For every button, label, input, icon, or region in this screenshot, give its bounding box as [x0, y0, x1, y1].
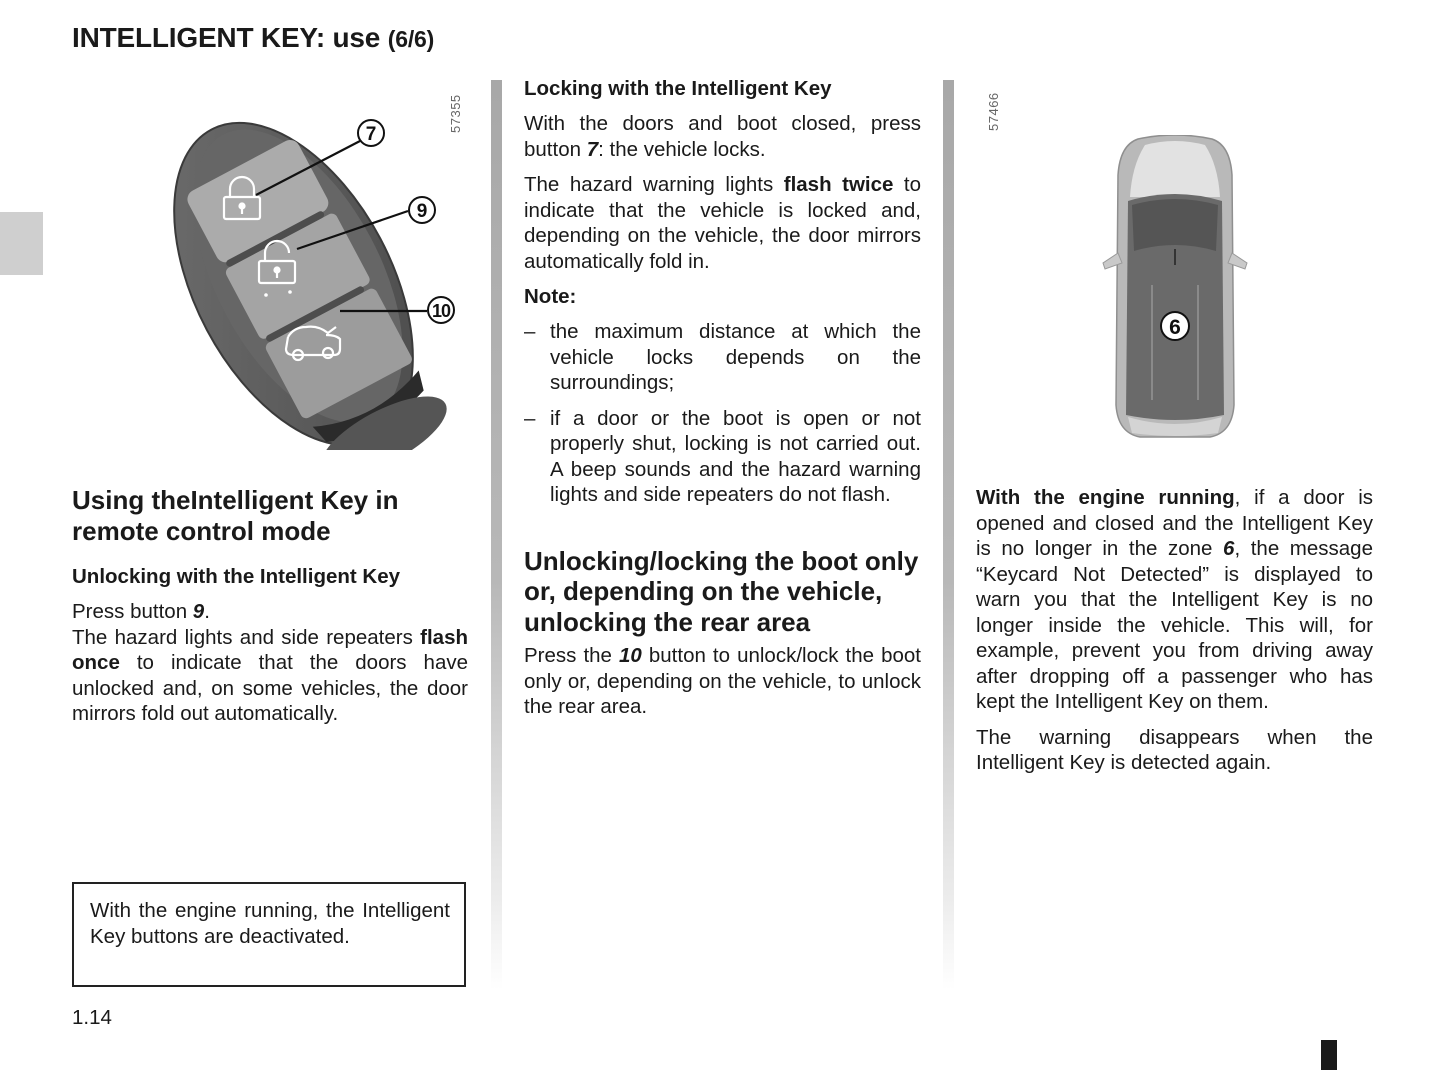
section-heading-boot: Unlocking/locking the boot only or, depending on the vehicle, unlocking the rear area: [524, 545, 919, 637]
key-fob-figure: [130, 85, 470, 450]
car-top-view-illustration: [1100, 135, 1250, 440]
paragraph-warning-disappears: The warning disappears when the Intelligent Key is detected again.: [976, 725, 1373, 774]
callout-7-label: 7: [365, 124, 377, 145]
page-number: 1.14: [72, 1006, 112, 1029]
page-title-main: INTELLIGENT KEY: use: [72, 22, 381, 53]
svg-text:6: 6: [1169, 316, 1181, 339]
figure-ref-key-fob: 57355: [448, 94, 463, 133]
note-list: [524, 319, 921, 508]
page-end-marker: [1321, 1040, 1337, 1070]
column-divider-right: [943, 80, 954, 990]
subheading-unlocking: Unlocking with the Intelligent Key: [72, 565, 401, 588]
paragraph-keycard-not-detected: With the engine running, if a door is opened and closed and the Intelligent Key is no longer in the zone 6, the message “Keycard Not Detected” is displayed to warn you that the Intelligent Key is no longer inside the vehicle. This will, for example, prevent you from driving away after dropping off a passenger who has kept the Intelligent Key on them.: [976, 486, 1373, 713]
subheading-locking: Locking with the Intelligent Key: [524, 77, 832, 100]
notice-box-buttons-deactivated: [72, 882, 466, 987]
car-top-view-figure: [1100, 135, 1250, 440]
note-item: – if a door or the boot is open or not properly shut, locking is not carried out. A beep sounds and the hazard warning lights and side repeaters do not flash.: [524, 406, 921, 508]
column-middle: [524, 76, 921, 730]
paragraph-press-button-9: Press button 9.: [72, 600, 210, 623]
chapter-side-tab: [0, 212, 43, 275]
paragraph-press-button-10: Press the 10 button to unlock/lock the boot only or, depending on the vehicle, to unlock the rear area.: [524, 644, 921, 718]
callout-10-label: 10: [431, 301, 451, 321]
key-fob-illustration: [130, 85, 470, 450]
callout-6: [1161, 312, 1189, 340]
column-divider-left: [491, 80, 502, 990]
column-right: [976, 485, 1373, 786]
page-title: [72, 22, 434, 54]
section-heading-remote-control: Using theIntelligent Key in remote control mode: [72, 485, 399, 546]
figure-ref-car: 57466: [986, 92, 1001, 131]
notice-text: With the engine running, the Intelligent Key buttons are deactivated.: [90, 899, 450, 948]
note-item: – the maximum distance at which the vehicle locks depends on the surroundings;: [524, 319, 921, 396]
paragraph-flash-once: The hazard lights and side repeaters flash once to indicate that the doors have unlocked and, on some vehicles, the door mirrors fold out automatically.: [72, 625, 468, 725]
column-left: [72, 485, 468, 737]
callout-9-label: 9: [416, 201, 428, 222]
page-title-suffix: (6/6): [387, 26, 435, 52]
note-label: Note:: [524, 285, 577, 308]
paragraph-press-button-7: With the doors and boot closed, press button 7: the vehicle locks.: [524, 112, 921, 161]
paragraph-flash-twice: The hazard warning lights flash twice to indicate that the vehicle is locked and, depending on the vehicle, the door mirrors automatically fold in.: [524, 173, 922, 273]
